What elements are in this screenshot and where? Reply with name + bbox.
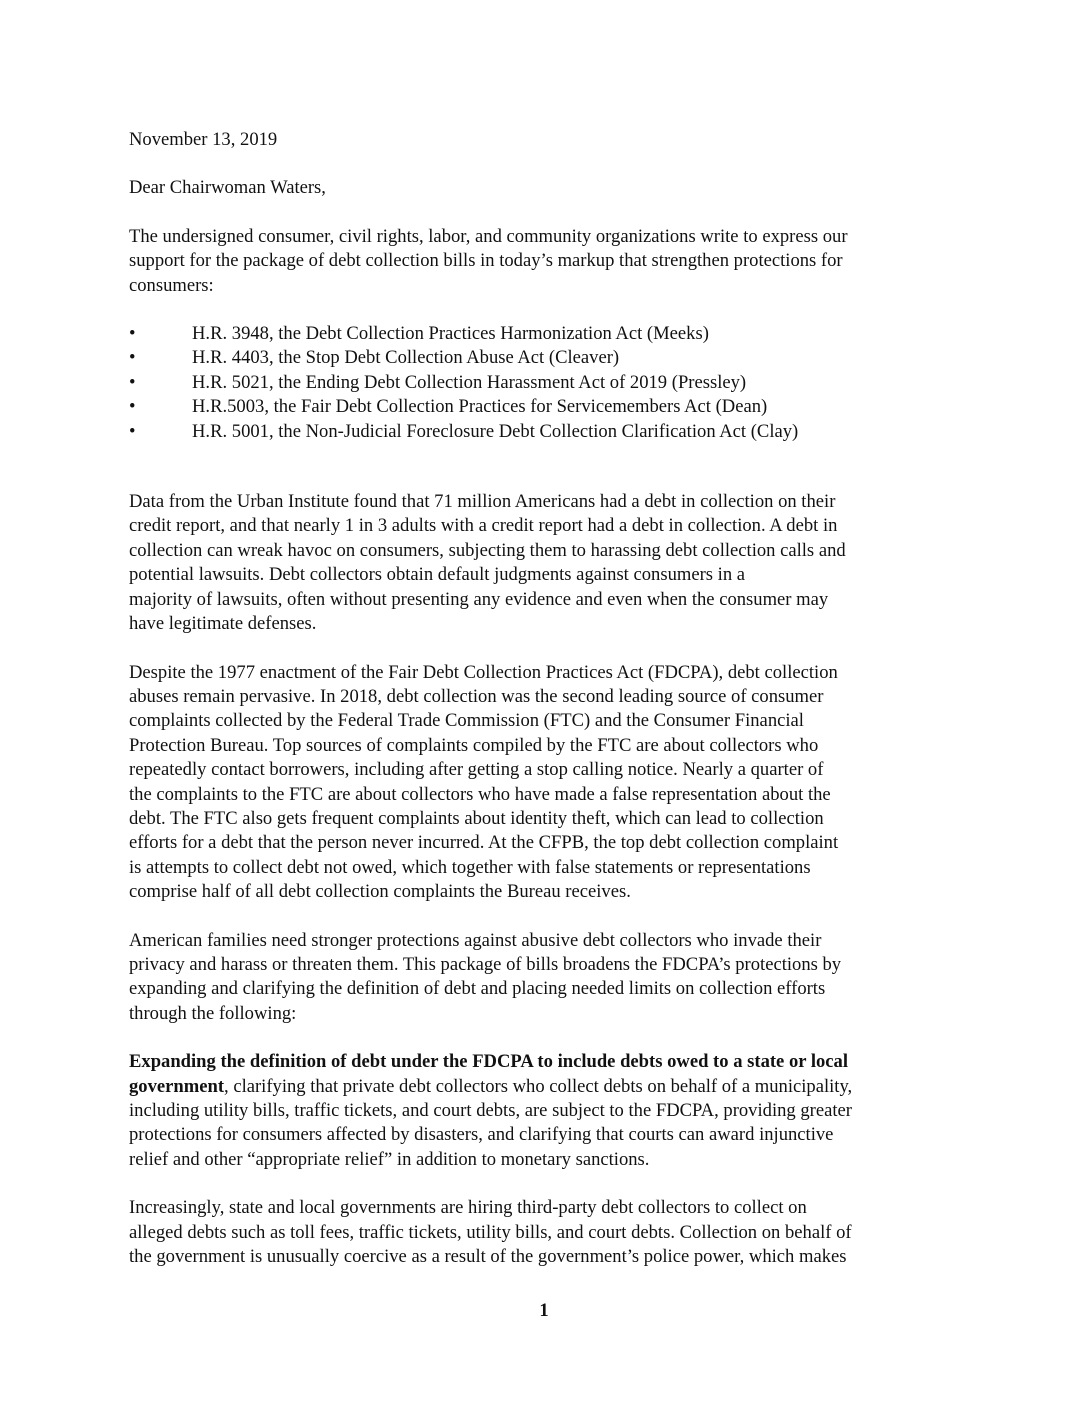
bullet-icon: • [129, 371, 136, 393]
letter-date: November 13, 2019 [129, 129, 278, 150]
paragraph-line: Protection Bureau. Top sources of complaints compiled by the FTC are about collectors who [129, 734, 819, 756]
bullet-icon: • [129, 323, 136, 345]
page-number: 1 [539, 1300, 549, 1321]
american-families-paragraph [129, 929, 959, 1027]
bullet-icon: • [129, 396, 136, 418]
intro-paragraph [129, 225, 959, 298]
bullet-icon: • [129, 420, 136, 442]
paragraph-line: relief and other “appropriate relief” in addition to monetary sanctions. [129, 1148, 650, 1170]
paragraph-line: the government is unusually coercive as a result of the government’s police power, which makes [129, 1246, 847, 1268]
intro-line: The undersigned consumer, civil rights, labor, and community organizations write to express our [129, 225, 848, 247]
paragraph-line: comprise half of all debt collection complaints the Bureau receives. [129, 881, 631, 903]
letter-salutation: Dear Chairwoman Waters, [129, 177, 326, 199]
bill-list-item [129, 395, 959, 419]
expanding-definition-paragraph [129, 1050, 959, 1172]
urban-institute-paragraph [129, 490, 959, 636]
bullet-icon: • [129, 347, 136, 369]
bill-text: H.R. 5021, the Ending Debt Collection Harassment Act of 2019 (Pressley) [192, 371, 747, 393]
paragraph-line: American families need stronger protections against abusive debt collectors who invade their [129, 929, 822, 951]
paragraph-line: majority of lawsuits, often without presenting any evidence and even when the consumer may [129, 588, 829, 610]
paragraph-line: expanding and clarifying the definition of debt and placing needed limits on collection efforts [129, 978, 826, 1000]
paragraph-line: alleged debts such as toll fees, traffic tickets, utility bills, and court debts. Collection on behalf of [129, 1221, 852, 1243]
paragraph-line: collection can wreak havoc on consumers, subjecting them to harassing debt collection calls and [129, 539, 846, 561]
bill-text: H.R. 3948, the Debt Collection Practices Harmonization Act (Meeks) [192, 323, 709, 345]
paragraph-line: abuses remain pervasive. In 2018, debt collection was the second leading source of consumer [129, 685, 824, 707]
bill-list-item [129, 371, 959, 395]
paragraph-line: debt. The FTC also gets frequent complaints about identity theft, which can lead to collection [129, 807, 824, 829]
paragraph-line: privacy and harass or threaten them. This package of bills broadens the FDCPA’s protections by [129, 953, 842, 975]
paragraph-line: repeatedly contact borrowers, including after getting a stop calling notice. Nearly a quarter of [129, 759, 824, 781]
paragraph-line [129, 1075, 959, 1099]
paragraph-line: efforts for a debt that the person never incurred. At the CFPB, the top debt collection complaint [129, 832, 839, 854]
intro-line: consumers: [129, 274, 214, 296]
letter-body [129, 128, 959, 1269]
paragraph-line: protections for consumers affected by disasters, and clarifying that courts can award injunctive [129, 1124, 834, 1146]
paragraph-line: have legitimate defenses. [129, 613, 317, 635]
fdcpa-paragraph [129, 661, 959, 905]
paragraph-line: Despite the 1977 enactment of the Fair Debt Collection Practices Act (FDCPA), debt collection [129, 661, 838, 683]
paragraph-line: through the following: [129, 1002, 297, 1024]
paragraph-line: potential lawsuits. Debt collectors obtain default judgments against consumers in a [129, 564, 746, 586]
bill-text: H.R. 5001, the Non-Judicial Foreclosure Debt Collection Clarification Act (Clay) [192, 420, 799, 442]
intro-line: support for the package of debt collection bills in today’s markup that strengthen protections for [129, 250, 843, 272]
paragraph-line: complaints collected by the Federal Trade Commission (FTC) and the Consumer Financial [129, 710, 804, 732]
paragraph-line: is attempts to collect debt not owed, which together with false statements or representations [129, 856, 811, 878]
paragraph-line: including utility bills, traffic tickets, and court debts, are subject to the FDCPA, providing greater [129, 1100, 852, 1121]
bold-heading-word: government [129, 1075, 225, 1097]
bill-text: H.R. 4403, the Stop Debt Collection Abuse Act (Cleaver) [192, 347, 620, 369]
increasingly-paragraph [129, 1196, 959, 1269]
bill-list-item [129, 420, 959, 444]
bill-text: H.R.5003, the Fair Debt Collection Practices for Servicemembers Act (Dean) [192, 396, 768, 418]
paragraph-line: Data from the Urban Institute found that 71 million Americans had a debt in collection on their [129, 491, 836, 513]
bill-list [129, 322, 959, 444]
paragraph-line: Increasingly, state and local governments are hiring third-party debt collectors to collect on [129, 1197, 807, 1219]
bill-list-item [129, 322, 959, 346]
bold-heading-line: Expanding the definition of debt under the FDCPA to include debts owed to a state or local [129, 1051, 848, 1073]
paragraph-line: credit report, and that nearly 1 in 3 adults with a credit report had a debt in collection. A debt in [129, 515, 838, 537]
paragraph-line-rest: , clarifying that private debt collectors who collect debts on behalf of a municipality, [224, 1075, 853, 1097]
paragraph-line: the complaints to the FTC are about collectors who have made a false representation about the [129, 783, 831, 805]
bill-list-item [129, 346, 959, 370]
